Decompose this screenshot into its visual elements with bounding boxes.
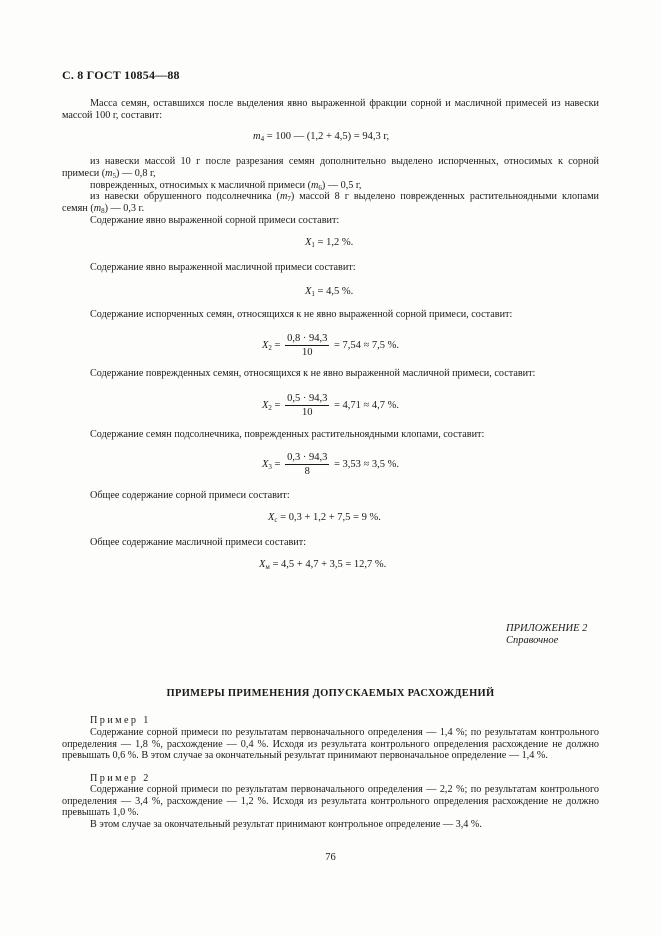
total-oil-text: Общее содержание масличной примеси составит: <box>90 537 307 548</box>
formula-m4: $m_4 = 100$ — (1,2 + 4,5) = 94,3 г, <box>253 131 390 143</box>
page-number: 76 <box>325 852 336 863</box>
formula-x2-spoiled: $X_2$ = $\frac{0,8 \cdot 94,3}{10}$ = 7,54 ≈ 7,5 %. <box>262 333 400 358</box>
formula-x1-weed: $X_1 = 1,2$ %. <box>305 237 354 249</box>
appendix-title: ПРИЛОЖЕНИЕ 2 <box>506 623 588 634</box>
formula-xm: $X_м = 4,5 + 4,7 + 3,5 = 12,7$ %. <box>259 559 387 571</box>
section-title: ПРИМЕРЫ ПРИМЕНЕНИЯ ДОПУСКАЕМЫХ РАСХОЖДЕНИЙ <box>166 688 495 699</box>
example-2-text: Содержание сорной примеси по результатам первоначального определения — 2,2 %; по результатам контрольного определения — 3,4 %, расхождение — 1,2 %. Исходя из результата контрольного определения расхождение не должно превышать 1,0 %. <box>62 784 599 818</box>
damaged-paragraph: поврежденных, относимых к масличной примеси $(m_6)$ — 0,5 г, <box>90 180 362 192</box>
total-weed-text: Общее содержание сорной примеси составит: <box>90 490 290 501</box>
husked-paragraph: из навески обрушенного подсолнечника $(m_7)$ массой 8 г выделено поврежденных растительноядными клопами семян $(m_8)$ — 0,3 г. <box>62 191 599 215</box>
intro-paragraph: Масса семян, оставшихся после выделения явно выраженной фракции сорной и масличной примесей из навески массой 100 г, составит: <box>62 98 599 121</box>
spoiled-paragraph: из навески массой 10 г после разрезания семян дополнительно выделено испорченных, относимых к сорной примеси $(m_5)$ — 0,8 г, <box>62 156 599 180</box>
formula-x3: $X_3$ = $\frac{0,3 \cdot 94,3}{8}$ = 3,53 ≈ 3,5 %. <box>262 452 400 477</box>
example-2-conclusion: В этом случае за окончательный результат принимают контрольное определение — 3,4 %. <box>90 819 482 830</box>
formula-x1-oil: $X_1 = 4,5$ %. <box>305 286 354 298</box>
example-2-label: Пример 2 <box>90 773 151 784</box>
weed-obvious-text: Содержание явно выраженной сорной примеси составит: <box>90 215 340 226</box>
formula-xc: $X_с = 0,3 + 1,2 + 7,5 = 9$ %. <box>268 512 381 524</box>
damaged-content-text: Содержание поврежденных семян, относящихся к не явно выраженной масличной примеси, составит: <box>90 368 536 379</box>
formula-x2-damaged: $X_2$ = $\frac{0,5 \cdot 94,3}{10}$ = 4,71 ≈ 4,7 %. <box>262 393 400 418</box>
example-1-text: Содержание сорной примеси по результатам первоначального определения — 1,4 %; по результатам контрольного определения — 1,8 %, расхождение — 0,4 %. Исходя из результата контрольного определения расхождение не должно превышать 0,6 %. В этом случае за окончательный результат принимают первоначальное определение — 1,4 %. <box>62 727 599 761</box>
oil-obvious-text: Содержание явно выраженной масличной примеси составит: <box>90 262 356 273</box>
page-header: С. 8 ГОСТ 10854—88 <box>62 68 180 82</box>
example-1-label: Пример 1 <box>90 715 151 726</box>
appendix-label <box>506 623 587 647</box>
appendix-subtitle: Справочное <box>506 635 559 646</box>
bug-damaged-text: Содержание семян подсолнечника, поврежденных растительноядными клопами, составит: <box>90 429 485 440</box>
spoiled-content-text: Содержание испорченных семян, относящихся к не явно выраженной сорной примеси, составит: <box>90 309 513 320</box>
